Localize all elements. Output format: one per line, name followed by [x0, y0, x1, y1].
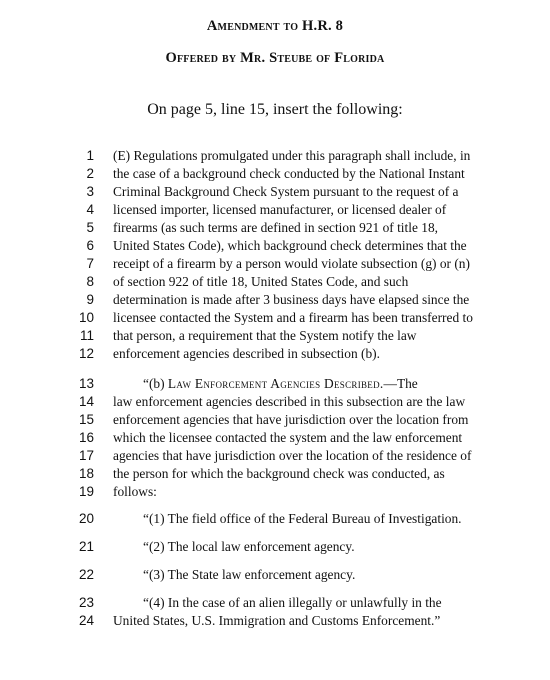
line-number: 8	[86, 274, 94, 289]
line-text: the person for which the background check was conducted, as	[113, 466, 445, 481]
line-text: which the licensee contacted the system and the law enforcement	[113, 430, 463, 445]
line-number: 13	[78, 376, 94, 391]
document-line	[0, 219, 550, 237]
line-number: 23	[78, 595, 94, 610]
document-line	[0, 538, 550, 556]
line-number: 9	[86, 292, 94, 307]
document-line	[0, 255, 550, 273]
document-line	[0, 273, 550, 291]
document-line	[0, 483, 550, 501]
line-text: “(4) In the case of an alien illegally or unlawfully in the	[143, 595, 442, 610]
line-text: “(2) The local law enforcement agency.	[143, 539, 355, 554]
line-text: “(b) Law Enforcement Agencies Described.—The	[143, 376, 418, 391]
document-line	[0, 594, 550, 612]
line-text: determination is made after 3 business days have elapsed since the	[113, 292, 470, 307]
line-number: 15	[78, 412, 94, 427]
document-line	[0, 510, 550, 528]
line-number: 20	[78, 511, 94, 526]
line-text: of section 922 of title 18, United States Code, and such	[113, 274, 409, 289]
document-line	[0, 291, 550, 309]
insertion-instruction: On page 5, line 15, insert the following:	[147, 101, 403, 118]
line-text: that person, a requirement that the System notify the law	[113, 328, 417, 343]
document-line	[0, 612, 550, 630]
line-number: 16	[78, 430, 94, 445]
document-line	[0, 465, 550, 483]
document-line	[0, 237, 550, 255]
document-line	[0, 375, 550, 393]
line-text: receipt of a firearm by a person would violate subsection (g) or (n)	[113, 256, 470, 271]
line-number: 6	[86, 238, 94, 253]
line-text: agencies that have jurisdiction over the location of the residence of	[113, 448, 472, 463]
line-text: United States, U.S. Immigration and Customs Enforcement.”	[113, 613, 441, 628]
document-line	[0, 345, 550, 363]
document-line	[0, 309, 550, 327]
document-line	[0, 165, 550, 183]
line-number: 22	[78, 567, 94, 582]
line-text: United States Code), which background check determines that the	[113, 238, 467, 253]
line-number: 7	[86, 256, 94, 271]
line-number: 19	[78, 484, 94, 499]
document-line	[0, 411, 550, 429]
document-line	[0, 327, 550, 345]
line-text: licensee contacted the System and a firearm has been transferred to	[113, 310, 473, 325]
line-number: 5	[86, 220, 94, 235]
line-text: law enforcement agencies described in this subsection are the law	[113, 394, 466, 409]
line-number: 24	[78, 613, 94, 628]
line-number: 3	[86, 184, 94, 199]
line-number: 1	[86, 148, 94, 163]
line-number: 12	[78, 346, 94, 361]
line-text: follows:	[113, 484, 157, 499]
line-number: 10	[78, 310, 94, 325]
line-text: firearms (as such terms are defined in section 921 of title 18,	[113, 220, 438, 235]
document-line	[0, 147, 550, 165]
line-number: 18	[78, 466, 94, 481]
line-text: licensed importer, licensed manufacturer, or licensed dealer of	[113, 202, 447, 217]
document-line	[0, 183, 550, 201]
line-number: 11	[79, 328, 94, 343]
line-number: 2	[86, 166, 94, 181]
amendment-title: Amendment to H.R. 8	[206, 18, 344, 34]
line-text: “(3) The State law enforcement agency.	[143, 567, 356, 582]
line-text: (E) Regulations promulgated under this paragraph shall include, in	[113, 148, 471, 163]
document-line	[0, 429, 550, 447]
line-text: enforcement agencies described in subsection (b).	[113, 346, 380, 361]
line-text: Criminal Background Check System pursuant to the request of a	[113, 184, 459, 199]
document-line	[0, 566, 550, 584]
amendment-subtitle: Offered by Mr. Steube of Florida	[165, 50, 385, 66]
document-line	[0, 447, 550, 465]
line-number: 17	[78, 448, 94, 463]
document-line	[0, 393, 550, 411]
line-text: the case of a background check conducted by the National Instant	[113, 166, 465, 181]
document-line	[0, 201, 550, 219]
line-number: 4	[86, 202, 94, 217]
subsection-heading: Law Enforcement Agencies Described.	[167, 376, 384, 391]
line-text: “(1) The field office of the Federal Bureau of Investigation.	[143, 511, 462, 526]
line-number: 21	[78, 539, 94, 554]
line-text: enforcement agencies that have jurisdiction over the location from	[113, 412, 469, 427]
line-number: 14	[78, 394, 94, 409]
